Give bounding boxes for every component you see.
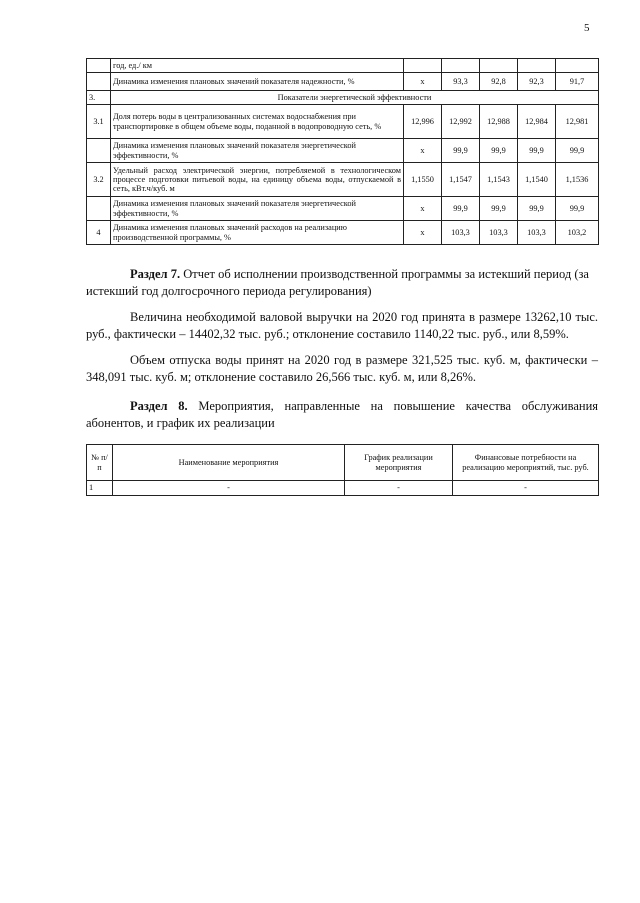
year-value: 1,1543 [480,163,518,197]
table-row [87,221,599,245]
table-header-row [87,445,599,481]
table-row [87,139,599,163]
section-8-heading [86,398,598,431]
section-7-label: Раздел 7. [130,267,181,281]
table-section-row [87,91,599,105]
indicator-name: Динамика изменения плановых значений расходов на реализацию производственной программы, % [111,221,404,245]
row-number: 3.2 [87,163,111,197]
table-cell: - [345,481,453,496]
page-number: 5 [584,22,590,34]
year-value: 99,9 [480,197,518,221]
year-value: 103,3 [442,221,480,245]
year-value: 12,984 [518,105,556,139]
column-header: № п/п [87,445,113,481]
row-number [87,139,111,163]
column-header: График реализации мероприятия [345,445,453,481]
row-number: 4 [87,221,111,245]
year-value: 92,8 [480,73,518,91]
year-value: 12,981 [556,105,599,139]
year-value [480,59,518,73]
year-value [442,59,480,73]
base-value: x [404,139,442,163]
table-row [87,163,599,197]
water-volume-paragraph: Объем отпуска воды принят на 2020 год в размере 321,525 тыс. куб. м, фактически – 348,091 тыс. куб. м; отклонение составило 26,566 тыс. куб. м, или 8,26%. [86,353,598,384]
table-row [87,105,599,139]
year-value [556,59,599,73]
base-value: x [404,197,442,221]
indicators-table [86,58,599,245]
year-value: 103,3 [518,221,556,245]
year-value: 103,2 [556,221,599,245]
base-value: 1,1550 [404,163,442,197]
year-value: 99,9 [442,139,480,163]
section-8-title: Мероприятия, направленные на повышение качества обслуживания абонентов, и график их реализации [86,399,599,430]
base-value [404,59,442,73]
year-value: 12,988 [480,105,518,139]
section-title: Показатели энергетической эффективности [111,91,599,105]
year-value: 91,7 [556,73,599,91]
events-table [86,444,599,496]
section-8-label: Раздел 8. [130,399,188,413]
base-value: 12,996 [404,105,442,139]
year-value: 93,3 [442,73,480,91]
table-row [87,481,599,496]
column-header: Наименование мероприятия [113,445,345,481]
year-value: 12,992 [442,105,480,139]
indicator-name: Динамика изменения плановых значений показателя энергетической эффективности, % [111,139,404,163]
table-cell: - [113,481,345,496]
year-value: 99,9 [442,197,480,221]
table-row [87,197,599,221]
year-value: 99,9 [556,139,599,163]
year-value: 103,3 [480,221,518,245]
year-value: 99,9 [556,197,599,221]
indicator-name: Удельный расход электрической энергии, потребляемой в технологическом процессе подготовки питьевой воды, на единицу объема воды, отпускаемой в сеть, кВт.ч/куб. м [111,163,404,197]
year-value: 99,9 [518,197,556,221]
table-cell: 1 [87,481,113,496]
column-header: Финансовые потребности на реализацию мероприятий, тыс. руб. [453,445,599,481]
table-row [87,73,599,91]
year-value: 1,1547 [442,163,480,197]
revenue-paragraph: Величина необходимой валовой выручки на 2020 год принята в размере 13262,10 тыс. руб., фактически – 14402,32 тыс. руб.; отклонение составило 1140,22 тыс. руб., или 8,59%. [86,310,598,341]
row-number: 3. [87,91,111,105]
base-value: x [404,221,442,245]
table-cell: - [453,481,599,496]
row-number [87,197,111,221]
row-number [87,59,111,73]
year-value [518,59,556,73]
row-number: 3.1 [87,105,111,139]
year-value: 1,1536 [556,163,599,197]
table-row [87,59,599,73]
base-value: x [404,73,442,91]
indicator-name: Доля потерь воды в централизованных системах водоснабжения при транспортировке в общем объеме воды, поданной в водопроводную сеть, % [111,105,404,139]
indicator-name: Динамика изменения плановых значений показателя энергетической эффективности, % [111,197,404,221]
indicator-name: год, ед./ км [111,59,404,73]
row-number [87,73,111,91]
section-7-title: Отчет об исполнении производственной программы за истекший период (за истекший год долгосрочного периода регулирования) [86,267,589,298]
year-value: 99,9 [518,139,556,163]
year-value: 1,1540 [518,163,556,197]
indicator-name: Динамика изменения плановых значений показателя надежности, % [111,73,404,91]
section-7-heading [86,266,598,299]
year-value: 92,3 [518,73,556,91]
year-value: 99,9 [480,139,518,163]
